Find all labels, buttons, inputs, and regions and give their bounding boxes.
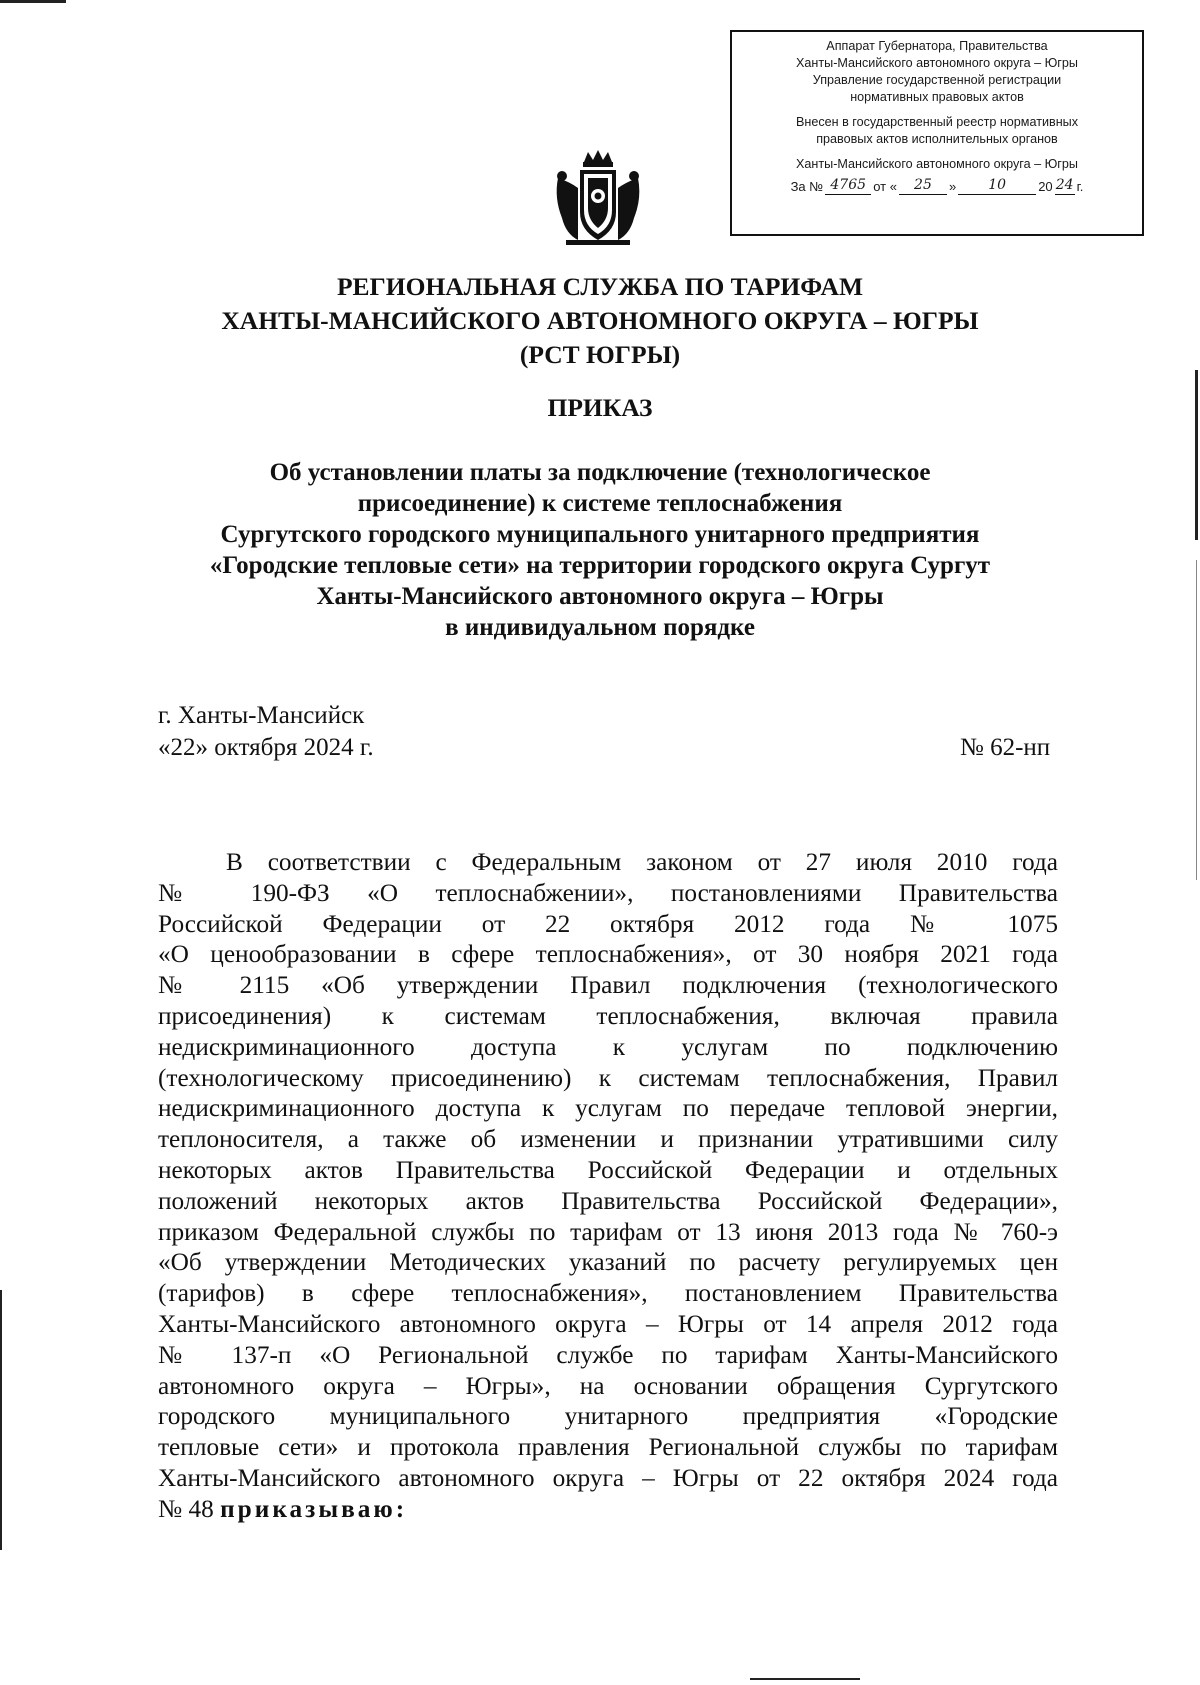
- stamp-reg-year: 24: [1055, 177, 1074, 193]
- stamp-region-line: Ханты-Мансийского автономного округа – Югры: [796, 157, 1078, 171]
- stamp-department: [736, 38, 1138, 106]
- stamp-reg-number: 4765: [825, 177, 871, 195]
- scan-edge-mark: [750, 1678, 860, 1680]
- body-final-line: [158, 1494, 1058, 1525]
- body-line: теплоносителя, а также об изменении и признании утратившими силу: [158, 1125, 1058, 1154]
- body-line: «О ценообразовании в сфере теплоснабжения», от 30 ноября 2021 года: [158, 940, 1058, 969]
- stamp-line: правовых актов исполнительных органов: [816, 132, 1058, 146]
- stamp-line: Управление государственной регистрации: [812, 73, 1062, 87]
- body-line: автономного округа – Югры», на основании обращения Сургутского: [158, 1371, 1058, 1400]
- body-line: № 2115 «Об утверждении Правил подключения (технологического: [158, 971, 1058, 1000]
- subject-line: Об установлении платы за подключение (технологическое: [269, 459, 931, 486]
- body-line: недискриминационного доступа к услугам по подключению: [158, 1032, 1058, 1061]
- document-type: ПРИКАЗ: [547, 393, 653, 422]
- scan-edge-mark: [0, 1290, 2, 1550]
- subject-line: «Городские тепловые сети» на территории городского округа Сургут: [209, 552, 991, 579]
- body-line: положений некоторых актов Правительства Российской Федерации»,: [158, 1186, 1058, 1215]
- body-line: тепловые сети» и протокола правления Региональной службы по тарифам: [158, 1433, 1058, 1462]
- stamp-reg-prefix: За №: [790, 179, 824, 194]
- stamp-reg-close: »: [948, 179, 957, 194]
- registration-stamp: [730, 30, 1144, 236]
- document-body: [158, 847, 1058, 1525]
- document-subject: [0, 457, 1200, 643]
- org-name-line: РЕГИОНАЛЬНАЯ СЛУЖБА ПО ТАРИФАМ: [336, 272, 864, 301]
- stamp-line: Ханты-Мансийского автономного округа – Югры: [796, 56, 1078, 70]
- subject-line: в индивидуальном порядке: [445, 614, 755, 641]
- organization-header: [0, 270, 1200, 372]
- org-name-line: ХАНТЫ-МАНСИЙСКОГО АВТОНОМНОГО ОКРУГА – ЮГРЫ: [221, 306, 979, 335]
- stamp-reg-month: 10: [958, 177, 1036, 195]
- document-date: «22» октября 2024 г.: [158, 734, 374, 761]
- stamp-line: нормативных правовых актов: [850, 90, 1024, 104]
- body-line: недискриминационного доступа к услугам по передаче тепловой энергии,: [158, 1094, 1058, 1123]
- document-number: № 62-нп: [960, 734, 1051, 761]
- subject-line: присоединение) к системе теплоснабжения: [357, 490, 843, 517]
- scan-edge-mark: [0, 0, 66, 3]
- body-line: № 137-п «О Региональной службе по тарифам Ханты-Мансийского: [158, 1340, 1058, 1369]
- body-line: Российской Федерации от 22 октября 2012 года № 1075: [158, 909, 1058, 938]
- stamp-line: Аппарат Губернатора, Правительства: [826, 39, 1048, 53]
- document-place: г. Ханты-Мансийск: [158, 702, 365, 729]
- body-line: «Об утверждении Методических указаний по расчету регулируемых цен: [158, 1248, 1058, 1277]
- body-line: городского муниципального унитарного предприятия «Городские: [158, 1402, 1058, 1431]
- stamp-reg-day: 25: [899, 177, 947, 195]
- stamp-line: Внесен в государственный реестр нормативных: [796, 115, 1078, 129]
- stamp-registration-line: [736, 177, 1138, 195]
- body-line: (технологическому присоединению) к системам теплоснабжения, Правил: [158, 1063, 1058, 1092]
- stamp-registry: [736, 114, 1138, 148]
- stamp-reg-from: от «: [873, 179, 897, 194]
- subject-line: Сургутского городского муниципального унитарного предприятия: [220, 521, 980, 548]
- body-final-prefix: № 48: [158, 1494, 214, 1523]
- body-line: присоединения) к системам теплоснабжения, включая правила: [158, 1001, 1058, 1030]
- body-line: (тарифов) в сфере теплоснабжения», постановлением Правительства: [158, 1279, 1058, 1308]
- subject-line: Ханты-Мансийского автономного округа – Югры: [316, 583, 884, 610]
- body-line: В соответствии с Федеральным законом от 27 июля 2010 года: [226, 848, 1058, 876]
- coat-of-arms-icon: [548, 148, 648, 248]
- body-line: № 190-ФЗ «О теплоснабжении», постановлениями Правительства: [158, 878, 1058, 907]
- decree-word: приказываю:: [220, 1494, 408, 1523]
- stamp-reg-year-prefix: 20: [1038, 179, 1053, 194]
- body-line: Ханты-Мансийского автономного округа – Югры от 14 апреля 2012 года: [158, 1309, 1058, 1338]
- body-line: приказом Федеральной службы по тарифам от 13 июня 2013 года № 760-э: [158, 1217, 1058, 1246]
- body-line: некоторых актов Правительства Российской Федерации и отдельных: [158, 1155, 1058, 1184]
- body-line: Ханты-Мансийского автономного округа – Югры от 22 октября 2024 года: [158, 1463, 1058, 1492]
- place-date-block: [158, 700, 374, 764]
- org-abbreviation: (РСТ ЮГРЫ): [519, 340, 681, 369]
- stamp-reg-year-end: г.: [1076, 179, 1084, 194]
